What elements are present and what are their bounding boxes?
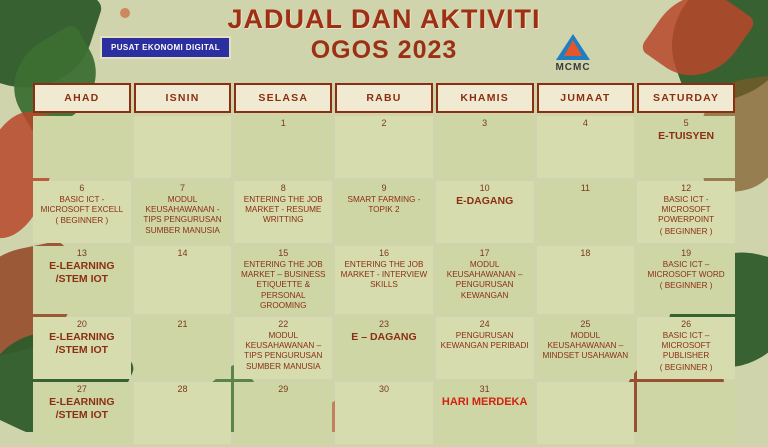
day-number: 20 — [76, 319, 87, 330]
calendar-event[interactable]: ( BEGINNER ) — [659, 226, 713, 236]
day-number: 12 — [681, 183, 692, 193]
calendar-event[interactable]: ( BEGINNER ) — [659, 281, 713, 291]
calendar-event[interactable]: MODUL KEUSAHAWANAN – PENGURUSAN KEWANGAN — [446, 260, 523, 300]
calendar-day-cell[interactable] — [537, 116, 635, 178]
column-header-selasa: SELASA — [234, 83, 332, 113]
day-number: 5 — [683, 118, 689, 128]
calendar-event[interactable]: E-LEARNING /STEM IOT — [49, 260, 115, 285]
calendar-week-row — [33, 181, 735, 243]
calendar-table — [30, 80, 738, 447]
day-number: 2 — [381, 118, 387, 128]
mcmc-logo-text: MCMC — [555, 62, 591, 73]
calendar-day-cell[interactable] — [637, 317, 735, 379]
day-number: 10 — [479, 183, 490, 193]
day-number: 22 — [278, 319, 289, 330]
calendar-event[interactable]: HARI MERDEKA — [441, 396, 528, 409]
day-number: 16 — [378, 248, 389, 258]
day-number: 24 — [479, 319, 490, 330]
column-header-isnin: ISNIN — [134, 83, 232, 113]
day-number: 31 — [479, 384, 490, 395]
day-number: 11 — [580, 183, 591, 193]
calendar-week-row — [33, 382, 735, 444]
calendar-event[interactable]: BASIC ICT – MICROSOFT PUBLISHER — [661, 331, 711, 361]
calendar-day-cell[interactable] — [335, 317, 433, 379]
day-number: 14 — [177, 248, 188, 258]
calendar-day-cell[interactable] — [234, 246, 332, 314]
calendar-day-cell[interactable] — [33, 382, 131, 444]
day-number: 17 — [479, 248, 490, 258]
calendar-day-cell[interactable] — [335, 116, 433, 178]
column-header-khamis: KHAMIS — [436, 83, 534, 113]
calendar-day-cell[interactable] — [134, 246, 232, 314]
calendar-day-cell[interactable] — [33, 116, 131, 178]
calendar-day-cell[interactable] — [537, 246, 635, 314]
calendar-event[interactable]: SMART FARMING - TOPIK 2 — [347, 195, 421, 215]
calendar-week-row — [33, 116, 735, 178]
calendar — [30, 80, 738, 447]
calendar-header-row — [33, 83, 735, 113]
calendar-day-cell[interactable] — [234, 317, 332, 379]
calendar-day-cell[interactable] — [436, 181, 534, 243]
calendar-day-cell[interactable] — [436, 116, 534, 178]
day-number: 19 — [681, 248, 692, 258]
calendar-day-cell[interactable] — [134, 382, 232, 444]
calendar-day-cell[interactable] — [436, 246, 534, 314]
calendar-event[interactable]: ( BEGINNER ) — [55, 216, 109, 226]
mcmc-triangle-logo-icon — [556, 34, 590, 60]
calendar-event[interactable]: PENGURUSAN KEWANGAN PERIBADI — [440, 331, 529, 351]
mcmc-logo — [538, 34, 608, 73]
day-number: 4 — [582, 118, 588, 128]
calendar-day-cell[interactable] — [335, 246, 433, 314]
calendar-day-cell[interactable] — [33, 246, 131, 314]
calendar-day-cell[interactable] — [436, 382, 534, 444]
day-number: 9 — [381, 183, 387, 193]
day-number: 3 — [482, 118, 488, 128]
calendar-day-cell[interactable] — [234, 181, 332, 243]
calendar-body — [33, 116, 735, 444]
calendar-day-cell[interactable] — [134, 116, 232, 178]
calendar-day-cell[interactable] — [134, 181, 232, 243]
day-number: 15 — [278, 248, 289, 258]
day-number: 26 — [681, 319, 692, 330]
day-number: 8 — [280, 183, 286, 193]
column-header-rabu: RABU — [335, 83, 433, 113]
day-number: 23 — [378, 319, 389, 330]
day-number: 25 — [580, 319, 591, 330]
day-number: 29 — [278, 384, 289, 395]
calendar-event[interactable]: ENTERING THE JOB MARKET - INTERVIEW SKILLS — [340, 260, 428, 290]
column-header-ahad: AHAD — [33, 83, 131, 113]
calendar-day-cell[interactable] — [436, 317, 534, 379]
page-header — [0, 0, 768, 78]
calendar-day-cell[interactable] — [134, 317, 232, 379]
calendar-event[interactable]: ENTERING THE JOB MARKET – BUSINESS ETIQUETTE & PERSONAL GROOMING — [241, 260, 326, 310]
day-number: 1 — [280, 118, 286, 128]
calendar-week-row — [33, 317, 735, 379]
calendar-event[interactable]: E-LEARNING /STEM IOT — [49, 331, 115, 356]
day-number: 6 — [79, 183, 85, 193]
day-number: 28 — [177, 384, 188, 395]
calendar-event[interactable]: BASIC ICT - MICROSOFT POWERPOINT — [658, 195, 715, 225]
day-number: 18 — [580, 248, 591, 258]
calendar-day-cell[interactable] — [537, 317, 635, 379]
page-title: JADUAL DAN AKTIVITI — [227, 4, 541, 34]
calendar-event[interactable]: BASIC ICT - MICROSOFT EXCELL — [40, 195, 124, 215]
calendar-week-row — [33, 246, 735, 314]
calendar-event[interactable]: MODUL KEUSAHAWANAN – TIPS PENGURUSAN SUMBER MANUSIA — [244, 331, 323, 371]
calendar-event[interactable]: ENTERING THE JOB MARKET - RESUME WRITTING — [243, 195, 323, 225]
column-header-jumaat: JUMAAT — [537, 83, 635, 113]
day-number: 13 — [76, 248, 87, 258]
page-subtitle: OGOS 2023 — [310, 36, 458, 64]
calendar-day-cell[interactable] — [637, 181, 735, 243]
organization-badge: PUSAT EKONOMI DIGITAL — [100, 36, 231, 59]
calendar-day-cell[interactable] — [537, 181, 635, 243]
calendar-day-cell[interactable] — [335, 382, 433, 444]
calendar-event[interactable]: E-TUISYEN — [658, 130, 715, 142]
day-number: 30 — [378, 384, 389, 395]
day-number: 7 — [180, 183, 186, 193]
calendar-event[interactable]: MODUL KEUSAHAWANAN – MINDSET USAHAWAN — [542, 331, 629, 361]
calendar-event[interactable]: E-DAGANG — [456, 195, 514, 207]
day-number: 27 — [76, 384, 87, 395]
calendar-day-cell[interactable] — [637, 116, 735, 178]
calendar-event[interactable]: E – DAGANG — [351, 331, 417, 344]
calendar-day-cell[interactable] — [234, 116, 332, 178]
calendar-event[interactable]: ( BEGINNER ) — [659, 362, 713, 372]
calendar-day-cell[interactable] — [335, 181, 433, 243]
calendar-day-cell[interactable] — [33, 317, 131, 379]
calendar-event[interactable]: BASIC ICT – MICROSOFT WORD — [647, 260, 725, 280]
calendar-day-cell[interactable] — [637, 246, 735, 314]
calendar-day-cell[interactable] — [234, 382, 332, 444]
calendar-day-cell[interactable] — [537, 382, 635, 444]
calendar-event[interactable]: E-LEARNING /STEM IOT — [49, 396, 115, 421]
day-number: 21 — [177, 319, 188, 330]
calendar-day-cell[interactable] — [637, 382, 735, 444]
calendar-event[interactable]: MODUL KEUSAHAWANAN - TIPS PENGURUSAN SUMBER MANUSIA — [143, 195, 222, 235]
column-header-saturday: SATURDAY — [637, 83, 735, 113]
calendar-day-cell[interactable] — [33, 181, 131, 243]
